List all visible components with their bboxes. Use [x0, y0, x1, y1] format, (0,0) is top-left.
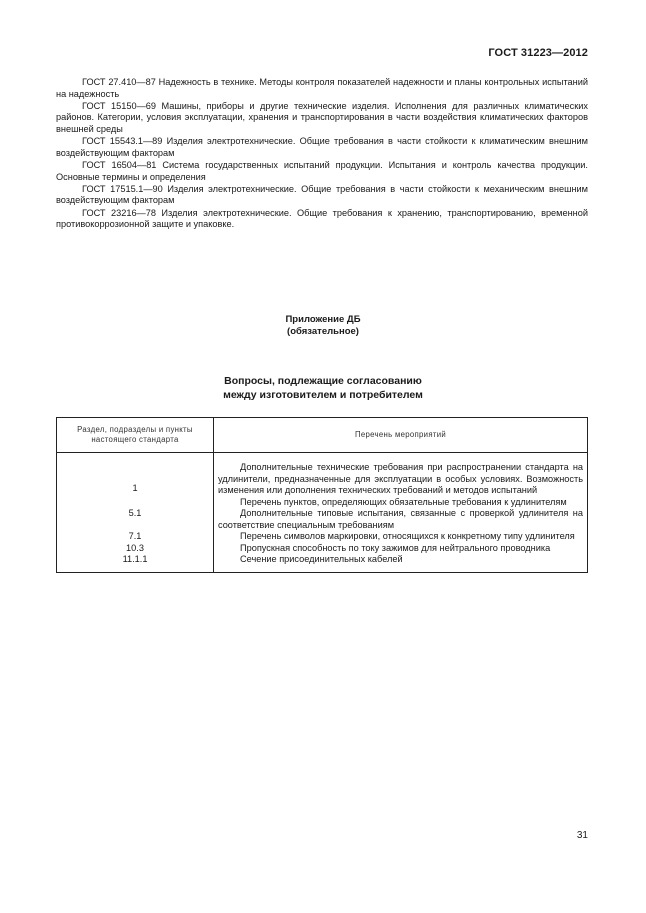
section-cell: 11.1.1 — [57, 554, 214, 572]
measure-text: Дополнительные технические требования при распространении стандарта на удлинители, предназначенные для эксплуатации в особых условиях. Возможность изменения или дополнения технических требований и методов испытаний — [218, 462, 583, 495]
measures-cell — [214, 531, 588, 543]
measure-text: Перечень пунктов, определяющих обязательные требования к удлинителям — [240, 496, 567, 507]
measure-text: Сечение присоединительных кабелей — [240, 554, 403, 564]
measure-text: Дополнительные типовые испытания, связанные с проверкой удлинителя на соответствие специальным требованиям — [218, 508, 583, 530]
reference-item: ГОСТ 17515.1—90 Изделия электротехнические. Общие требования в части стойкости к механическим внешним воздействующим факторам — [56, 183, 588, 206]
appendix-title: Приложение ДБ — [285, 314, 361, 325]
measure-text: Перечень символов маркировки, относящихся к конкретному типу удлинителя — [240, 531, 575, 541]
reference-item: ГОСТ 27.410—87 Надежность в технике. Методы контроля показателей надежности и планы контрольных испытаний на надежность — [56, 77, 588, 99]
measure-text: Пропускная способность по току зажимов для нейтрального проводника — [240, 542, 551, 553]
table-title-line: между изготовителем и потребителем — [223, 388, 423, 401]
appendix-status: (обязательное) — [287, 326, 359, 337]
appendix-heading — [0, 314, 646, 338]
measures-cell — [214, 453, 588, 509]
table-row — [57, 554, 588, 572]
section-cell: 1 — [57, 453, 214, 509]
table-header-row — [57, 418, 588, 453]
normative-references — [56, 77, 588, 231]
reference-item: ГОСТ 23216—78 Изделия электротехнические. Общие требования к хранению, транспортированию, временной противокоррозионной защите и упаковке. — [56, 207, 588, 230]
header-section: Раздел, подразделы и пункты настоящего стандарта — [57, 418, 214, 453]
section-cell: 7.1 — [57, 531, 214, 543]
table-title — [0, 375, 646, 402]
measures-cell — [214, 508, 588, 531]
reference-item: ГОСТ 16504—81 Система государственных испытаний продукции. Испытания и контроль качества продукции. Основные термины и определения — [56, 159, 588, 182]
measures-cell — [214, 554, 588, 572]
table-row — [57, 508, 588, 531]
page-number: 31 — [576, 830, 588, 841]
table-title-line: Вопросы, подлежащие согласованию — [224, 375, 422, 387]
reference-item: ГОСТ 15150—69 Машины, приборы и другие технические изделия. Исполнения для различных климатических районов. Категории, условия эксплуатации, хранения и транспортирования в части воздействия климатических факторов внешней среды — [56, 100, 588, 134]
table-row — [57, 531, 588, 543]
header-measures: Перечень мероприятий — [214, 418, 588, 453]
agreement-table — [56, 417, 588, 573]
standard-code-header: ГОСТ 31223—2012 — [488, 47, 588, 59]
table-row — [57, 453, 588, 509]
reference-item: ГОСТ 15543.1—89 Изделия электротехнические. Общие требования в части стойкости к климатическим внешним воздействующим факторам — [56, 136, 588, 158]
measures-cell — [214, 543, 588, 555]
section-cell: 10.3 — [57, 543, 214, 555]
section-cell: 5.1 — [57, 508, 214, 531]
table-row — [57, 543, 588, 555]
